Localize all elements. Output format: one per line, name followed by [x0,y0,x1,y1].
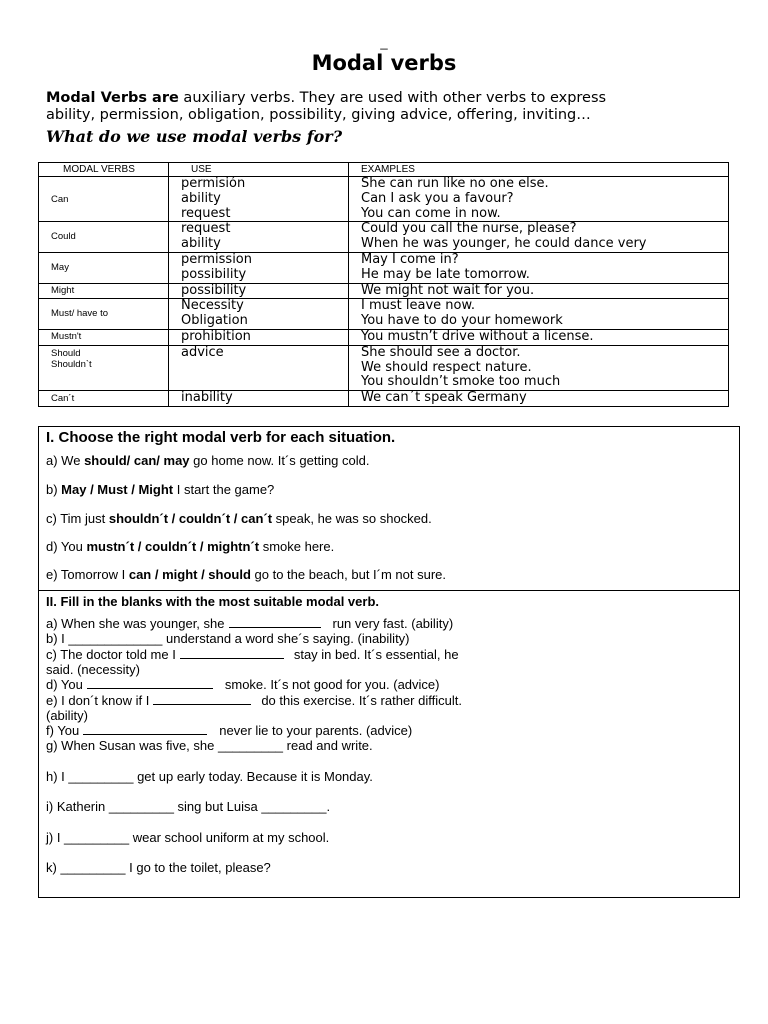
use-cell [169,299,349,330]
table-row [39,391,729,407]
example-cell [349,345,729,390]
example-sentence: You have to do your homework [361,313,563,329]
modal-options[interactable]: should/ can/ may [84,453,190,468]
header-use: USE [169,163,349,177]
exercise-two-line-j: j) I _________ wear school uniform at my school. [46,830,330,845]
example-cell [349,391,729,407]
exercise-one-item [46,511,432,526]
use-label: permisión [181,176,246,191]
header-modal-verbs: MODAL VERBS [39,163,169,177]
answer-blank[interactable] [87,677,213,689]
use-cell [169,222,349,253]
modal-verb-cell [39,177,169,222]
section-question: What do we use modal verbs for? [46,127,343,146]
sentence-fragment: d) You [46,539,87,554]
answer-blank[interactable] [153,693,251,705]
example-sentence: We can´t speak Germany [361,390,527,406]
exercise-two-line-k: k) _________ I go to the toilet, please? [46,860,271,875]
modal-verb-label: Could [51,231,76,243]
intro-paragraph [46,90,736,124]
exercise-two-line-c2: said. (necessity) [46,662,140,677]
example-sentence: You shouldn’t smoke too much [361,374,561,390]
use-cell [169,177,349,222]
table-row [39,222,729,253]
modal-verb-label: Can´t [51,393,75,405]
sentence-fragment: go home now. It´s getting cold. [189,453,370,468]
modal-verb-label: May [51,261,69,273]
example-sentence: He may be late tomorrow. [361,266,530,282]
use-cell [169,329,349,345]
modal-options[interactable]: shouldn´t / couldn´t / can´t [108,511,273,526]
intro-line1: auxiliary verbs. They are used with other verbs to express [178,90,607,106]
example-sentence: You mustn’t drive without a license. [361,328,594,344]
sentence-fragment: speak, he was so shocked. [272,511,432,526]
exercise-two-line-d: d) You smoke. It´s not good for you. (advice) [46,677,440,692]
use-label: possibility [181,282,247,298]
exercise-two-line-e: e) I don´t know if I do this exercise. It´s rather difficult. [46,693,462,708]
modal-verb-cell [39,329,169,345]
example-cell [349,177,729,222]
example-sentence: She can run like no one else. [361,176,549,191]
modal-verb-label: Can [51,193,69,205]
exercise-two-line-c: c) The doctor told me I stay in bed. It´s essential, he [46,647,459,662]
answer-blank[interactable] [180,647,284,659]
modal-verbs-table [38,162,729,407]
sentence-fragment: a) We [46,453,85,468]
example-sentence: We should respect nature. [361,359,532,375]
modal-verb-label: Mustn't [51,331,82,343]
modal-verb-cell [39,391,169,407]
table-row [39,283,729,299]
use-label: advice [181,344,224,360]
example-cell [349,252,729,283]
use-cell [169,252,349,283]
modal-verb-label: Should [51,347,81,359]
exercise-two-line-g: g) When Susan was five, she _________ read and write. [46,738,373,753]
use-cell [169,283,349,299]
sentence-fragment: smoke here. [259,539,335,554]
table-row [39,299,729,330]
exercise-two-box [38,590,740,898]
answer-blank[interactable] [83,723,207,735]
example-sentence: May I come in? [361,251,459,267]
example-sentence: We might not wait for you. [361,282,535,298]
modal-verb-label: Must/ have to [51,308,109,320]
exercise-one-item [46,539,334,554]
table-row [39,345,729,390]
use-label: Necessity [181,298,244,314]
exercise-one-box [38,426,740,591]
sentence-fragment: go to the beach, but I´m not sure. [250,567,447,582]
exercise-two-line-h: h) I _________ get up early today. Because it is Monday. [46,769,373,784]
page-title: Modal verbs [311,51,457,75]
example-sentence: I must leave now. [361,298,476,314]
table-row [39,329,729,345]
use-label: permission [181,251,252,267]
example-cell [349,222,729,253]
example-cell [349,283,729,299]
use-label: request [181,221,231,237]
use-cell [169,391,349,407]
exercise-two-line-i: i) Katherin _________ sing but Luisa _________. [46,799,331,814]
modal-verb-cell [39,345,169,390]
intro-line2: ability, permission, obligation, possibility, giving advice, offering, inviting… [46,107,591,123]
exercise-two-line-b: b) I _____________ understand a word she´s saying. (inability) [46,631,410,646]
use-label: possibility [181,266,247,282]
sentence-fragment: e) Tomorrow I [46,567,129,582]
exercise-two-title: II. Fill in the blanks with the most suitable modal verb. [46,594,379,609]
use-label: prohibition [181,328,251,344]
modal-verb-cell [39,252,169,283]
modal-verb-cell [39,222,169,253]
modal-verb-label: Shouldn`t [51,358,92,370]
example-cell [349,299,729,330]
use-label: ability [181,190,221,206]
example-sentence: When he was younger, he could dance very [361,236,647,252]
use-cell [169,345,349,390]
example-sentence: Could you call the nurse, please? [361,221,577,237]
sentence-fragment: b) [46,482,62,497]
use-label: ability [181,236,221,252]
header-examples: EXAMPLES [349,163,729,177]
page-marker: _ [380,35,388,50]
exercise-two-line-a: a) When she was younger, she run very fast. (ability) [46,616,454,631]
modal-verb-label: Might [51,285,75,297]
use-label: Obligation [181,313,248,329]
example-cell [349,329,729,345]
table-row [39,177,729,222]
exercise-one-item [46,482,274,497]
sentence-fragment: c) Tim just [46,511,109,526]
use-label: request [181,205,231,221]
modal-options[interactable]: can / might / should [128,567,251,582]
exercise-one-item [46,567,446,582]
table-row [39,252,729,283]
sentence-fragment: I start the game? [173,482,275,497]
example-sentence: She should see a doctor. [361,344,521,360]
exercise-two-line-e2: (ability) [46,708,88,723]
table-header-row [39,163,729,177]
use-label: inability [181,390,233,406]
intro-bold-lead: Modal Verbs are [46,90,179,106]
answer-blank[interactable] [229,616,321,628]
exercise-two-line-f: f) You never lie to your parents. (advice) [46,723,413,738]
modal-verb-cell [39,299,169,330]
example-sentence: You can come in now. [361,205,501,221]
modal-options[interactable]: mustn´t / couldn´t / mightn´t [86,539,260,554]
exercise-one-title: I. Choose the right modal verb for each situation. [46,429,396,446]
modal-verb-cell [39,283,169,299]
exercise-one-item [46,453,369,468]
example-sentence: Can I ask you a favour? [361,190,514,206]
modal-options[interactable]: May / Must / Might [61,482,174,497]
